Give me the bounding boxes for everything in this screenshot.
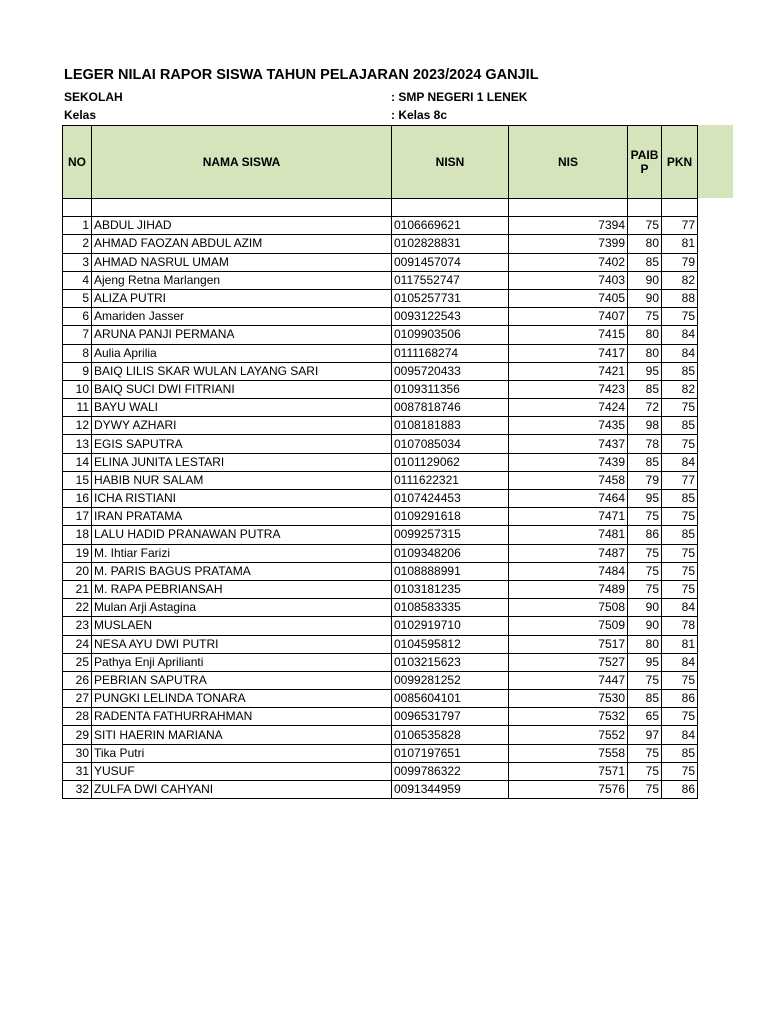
cell-pkn: 86 [662, 690, 698, 708]
cell-pkn: 75 [662, 399, 698, 417]
table-row [63, 544, 698, 562]
cell-name: ALIZA PUTRI [92, 289, 392, 307]
cell-pkn: 75 [662, 708, 698, 726]
table-row [63, 380, 698, 398]
cell-pkn: 84 [662, 599, 698, 617]
table-row [63, 671, 698, 689]
cell-name: RADENTA FATHURRAHMAN [92, 708, 392, 726]
cell-name: BAIQ LILIS SKAR WULAN LAYANG SARI [92, 362, 392, 380]
cell-nis: 7508 [509, 599, 628, 617]
cell-pkn: 78 [662, 617, 698, 635]
cell-paibp: 95 [628, 490, 662, 508]
cell-name: ABDUL JIHAD [92, 217, 392, 235]
cell-nisn: 0104595812 [392, 635, 509, 653]
cell-no: 28 [63, 708, 92, 726]
cell-name: BAIQ SUCI DWI FITRIANI [92, 380, 392, 398]
cell-no: 13 [63, 435, 92, 453]
cell-nis: 7481 [509, 526, 628, 544]
cell-no: 29 [63, 726, 92, 744]
spacer-row [63, 199, 698, 217]
cell-pkn: 75 [662, 562, 698, 580]
cell-nis: 7424 [509, 399, 628, 417]
cell-paibp: 80 [628, 635, 662, 653]
cell-no: 24 [63, 635, 92, 653]
cell-nisn: 0111168274 [392, 344, 509, 362]
table-row [63, 308, 698, 326]
table-row [63, 526, 698, 544]
cell-nisn: 0099281252 [392, 671, 509, 689]
cell-no: 32 [63, 781, 92, 799]
cell-nis: 7439 [509, 453, 628, 471]
cell-paibp: 80 [628, 326, 662, 344]
table-row [63, 562, 698, 580]
cell-no: 11 [63, 399, 92, 417]
cell-no: 18 [63, 526, 92, 544]
cell-no: 5 [63, 289, 92, 307]
cell-nisn: 0099786322 [392, 762, 509, 780]
cell-pkn: 75 [662, 762, 698, 780]
cell-name: YUSUF [92, 762, 392, 780]
cell-nis: 7423 [509, 380, 628, 398]
cell-no: 14 [63, 453, 92, 471]
cell-no: 15 [63, 471, 92, 489]
table-row [63, 326, 698, 344]
cell-no: 3 [63, 253, 92, 271]
cell-paibp: 65 [628, 708, 662, 726]
cell-paibp: 86 [628, 526, 662, 544]
cell-pkn: 85 [662, 417, 698, 435]
cell-nisn: 0087818746 [392, 399, 509, 417]
cell-name: PEBRIAN SAPUTRA [92, 671, 392, 689]
cell-pkn: 88 [662, 289, 698, 307]
col-header-paibp [628, 126, 662, 199]
cell-paibp: 75 [628, 762, 662, 780]
cell-nis: 7552 [509, 726, 628, 744]
table-row [63, 708, 698, 726]
cell-name: LALU HADID PRANAWAN PUTRA [92, 526, 392, 544]
cell-name: Pathya Enji Aprilianti [92, 653, 392, 671]
cell-pkn: 75 [662, 544, 698, 562]
cell-name: Aulia Aprilia [92, 344, 392, 362]
cell-nis: 7437 [509, 435, 628, 453]
cell-pkn: 77 [662, 471, 698, 489]
cell-name: MUSLAEN [92, 617, 392, 635]
cell-nis: 7471 [509, 508, 628, 526]
cell-nis: 7517 [509, 635, 628, 653]
cell-name: AHMAD FAOZAN ABDUL AZIM [92, 235, 392, 253]
cell-nisn: 0093122543 [392, 308, 509, 326]
cell-nisn: 0101129062 [392, 453, 509, 471]
cell-no: 25 [63, 653, 92, 671]
cell-paibp: 72 [628, 399, 662, 417]
table-row [63, 635, 698, 653]
cell-paibp: 75 [628, 544, 662, 562]
cell-no: 6 [63, 308, 92, 326]
cell-no: 10 [63, 380, 92, 398]
cell-nisn: 0091457074 [392, 253, 509, 271]
cell-paibp: 75 [628, 781, 662, 799]
cell-name: ARUNA PANJI PERMANA [92, 326, 392, 344]
cell-nisn: 0107424453 [392, 490, 509, 508]
cell-nis: 7487 [509, 544, 628, 562]
table-row [63, 508, 698, 526]
class-value: : Kelas 8c [391, 108, 448, 122]
cell-no: 19 [63, 544, 92, 562]
cell-name: M. RAPA PEBRIANSAH [92, 580, 392, 598]
cell-pkn: 79 [662, 253, 698, 271]
cell-paibp: 97 [628, 726, 662, 744]
cell-name: Ajeng Retna Marlangen [92, 271, 392, 289]
table-row [63, 744, 698, 762]
cell-nis: 7576 [509, 781, 628, 799]
cell-pkn: 85 [662, 362, 698, 380]
cell-nisn: 0108583335 [392, 599, 509, 617]
table-row [63, 580, 698, 598]
cell-pkn: 82 [662, 380, 698, 398]
cell-no: 16 [63, 490, 92, 508]
cell-paibp: 80 [628, 235, 662, 253]
table-body [63, 199, 698, 799]
cell-nisn: 0102828831 [392, 235, 509, 253]
cell-nisn: 0107197651 [392, 744, 509, 762]
cell-pkn: 75 [662, 580, 698, 598]
cell-pkn: 75 [662, 308, 698, 326]
cell-name: ZULFA DWI CAHYANI [92, 781, 392, 799]
cell-paibp: 90 [628, 599, 662, 617]
col-header-name: NAMA SISWA [92, 126, 392, 199]
cell-no: 26 [63, 671, 92, 689]
cell-paibp: 80 [628, 344, 662, 362]
cell-nis: 7415 [509, 326, 628, 344]
header-fill-extension [697, 125, 733, 198]
table-row [63, 617, 698, 635]
table-row [63, 271, 698, 289]
cell-no: 17 [63, 508, 92, 526]
cell-pkn: 84 [662, 326, 698, 344]
cell-nisn: 0085604101 [392, 690, 509, 708]
cell-pkn: 75 [662, 671, 698, 689]
cell-name: HABIB NUR SALAM [92, 471, 392, 489]
cell-nisn: 0107085034 [392, 435, 509, 453]
cell-nis: 7417 [509, 344, 628, 362]
cell-nis: 7394 [509, 217, 628, 235]
col-header-nis: NIS [509, 126, 628, 199]
col-header-paibp-line2: P [640, 162, 649, 176]
table-row [63, 471, 698, 489]
cell-no: 12 [63, 417, 92, 435]
cell-nisn: 0091344959 [392, 781, 509, 799]
table-row [63, 653, 698, 671]
cell-paibp: 75 [628, 508, 662, 526]
table-row [63, 399, 698, 417]
cell-pkn: 75 [662, 435, 698, 453]
page-title: LEGER NILAI RAPOR SISWA TAHUN PELAJARAN 2023/2024 GANJIL [64, 67, 539, 83]
cell-nisn: 0103181235 [392, 580, 509, 598]
school-value: : SMP NEGERI 1 LENEK [391, 90, 528, 104]
col-header-paibp-line1: PAIB [630, 148, 659, 162]
cell-pkn: 84 [662, 653, 698, 671]
cell-pkn: 82 [662, 271, 698, 289]
table-row [63, 690, 698, 708]
cell-nis: 7509 [509, 617, 628, 635]
table-row [63, 344, 698, 362]
cell-nis: 7571 [509, 762, 628, 780]
cell-name: ELINA JUNITA LESTARI [92, 453, 392, 471]
cell-name: ICHA RISTIANI [92, 490, 392, 508]
table-row [63, 781, 698, 799]
cell-no: 30 [63, 744, 92, 762]
cell-nisn: 0108181883 [392, 417, 509, 435]
table-row [63, 726, 698, 744]
cell-no: 21 [63, 580, 92, 598]
cell-name: M. Ihtiar Farizi [92, 544, 392, 562]
cell-paibp: 75 [628, 580, 662, 598]
cell-no: 1 [63, 217, 92, 235]
cell-name: Amariden Jasser [92, 308, 392, 326]
table-row [63, 490, 698, 508]
cell-name: DYWY AZHARI [92, 417, 392, 435]
cell-pkn: 86 [662, 781, 698, 799]
cell-paibp: 75 [628, 308, 662, 326]
cell-nisn: 0109311356 [392, 380, 509, 398]
cell-paibp: 90 [628, 617, 662, 635]
cell-no: 22 [63, 599, 92, 617]
cell-nis: 7532 [509, 708, 628, 726]
table-row [63, 435, 698, 453]
cell-nis: 7447 [509, 671, 628, 689]
cell-name: BAYU WALI [92, 399, 392, 417]
cell-name: EGIS SAPUTRA [92, 435, 392, 453]
cell-name: SITI HAERIN MARIANA [92, 726, 392, 744]
cell-paibp: 75 [628, 217, 662, 235]
grades-table [62, 125, 698, 799]
cell-nisn: 0106535828 [392, 726, 509, 744]
cell-no: 2 [63, 235, 92, 253]
cell-nisn: 0105257731 [392, 289, 509, 307]
cell-nisn: 0117552747 [392, 271, 509, 289]
cell-pkn: 81 [662, 635, 698, 653]
cell-paibp: 90 [628, 271, 662, 289]
cell-paibp: 95 [628, 362, 662, 380]
cell-pkn: 84 [662, 344, 698, 362]
table-row [63, 362, 698, 380]
cell-nisn: 0099257315 [392, 526, 509, 544]
cell-nis: 7489 [509, 580, 628, 598]
col-header-no: NO [63, 126, 92, 199]
cell-nisn: 0108888991 [392, 562, 509, 580]
cell-nis: 7484 [509, 562, 628, 580]
table-row [63, 235, 698, 253]
cell-no: 31 [63, 762, 92, 780]
cell-name: NESA AYU DWI PUTRI [92, 635, 392, 653]
cell-name: M. PARIS BAGUS PRATAMA [92, 562, 392, 580]
cell-nisn: 0096531797 [392, 708, 509, 726]
cell-nis: 7527 [509, 653, 628, 671]
cell-paibp: 95 [628, 653, 662, 671]
cell-nis: 7530 [509, 690, 628, 708]
cell-nisn: 0109348206 [392, 544, 509, 562]
cell-no: 23 [63, 617, 92, 635]
cell-paibp: 75 [628, 671, 662, 689]
cell-nis: 7407 [509, 308, 628, 326]
cell-nis: 7421 [509, 362, 628, 380]
cell-no: 4 [63, 271, 92, 289]
cell-no: 8 [63, 344, 92, 362]
col-header-nisn: NISN [392, 126, 509, 199]
table-row [63, 599, 698, 617]
cell-pkn: 84 [662, 453, 698, 471]
cell-pkn: 85 [662, 526, 698, 544]
cell-pkn: 77 [662, 217, 698, 235]
cell-no: 27 [63, 690, 92, 708]
cell-paibp: 75 [628, 562, 662, 580]
cell-name: Mulan Arji Astagina [92, 599, 392, 617]
cell-nisn: 0109291618 [392, 508, 509, 526]
cell-no: 9 [63, 362, 92, 380]
table-row [63, 289, 698, 307]
cell-nis: 7435 [509, 417, 628, 435]
cell-paibp: 98 [628, 417, 662, 435]
cell-name: AHMAD NASRUL UMAM [92, 253, 392, 271]
cell-no: 20 [63, 562, 92, 580]
cell-name: IRAN PRATAMA [92, 508, 392, 526]
cell-nis: 7464 [509, 490, 628, 508]
cell-nis: 7399 [509, 235, 628, 253]
cell-nisn: 0111622321 [392, 471, 509, 489]
cell-pkn: 85 [662, 744, 698, 762]
cell-paibp: 78 [628, 435, 662, 453]
cell-nis: 7403 [509, 271, 628, 289]
cell-pkn: 85 [662, 490, 698, 508]
table-row [63, 762, 698, 780]
cell-name: Tika Putri [92, 744, 392, 762]
cell-nis: 7458 [509, 471, 628, 489]
cell-paibp: 85 [628, 690, 662, 708]
table-header-row [63, 126, 698, 199]
cell-nisn: 0109903506 [392, 326, 509, 344]
cell-pkn: 81 [662, 235, 698, 253]
class-label: Kelas [64, 108, 97, 122]
cell-no: 7 [63, 326, 92, 344]
cell-paibp: 85 [628, 380, 662, 398]
cell-nis: 7405 [509, 289, 628, 307]
cell-nis: 7558 [509, 744, 628, 762]
cell-nisn: 0103215623 [392, 653, 509, 671]
cell-pkn: 84 [662, 726, 698, 744]
cell-paibp: 85 [628, 453, 662, 471]
col-header-pkn: PKN [662, 126, 698, 199]
cell-nis: 7402 [509, 253, 628, 271]
table-row [63, 217, 698, 235]
table-row [63, 453, 698, 471]
cell-name: PUNGKI LELINDA TONARA [92, 690, 392, 708]
cell-paibp: 75 [628, 744, 662, 762]
cell-pkn: 75 [662, 508, 698, 526]
cell-paibp: 85 [628, 253, 662, 271]
cell-nisn: 0102919710 [392, 617, 509, 635]
table-row [63, 253, 698, 271]
cell-paibp: 79 [628, 471, 662, 489]
cell-nisn: 0106669621 [392, 217, 509, 235]
table-row [63, 417, 698, 435]
cell-paibp: 90 [628, 289, 662, 307]
school-label: SEKOLAH [64, 90, 123, 104]
cell-nisn: 0095720433 [392, 362, 509, 380]
